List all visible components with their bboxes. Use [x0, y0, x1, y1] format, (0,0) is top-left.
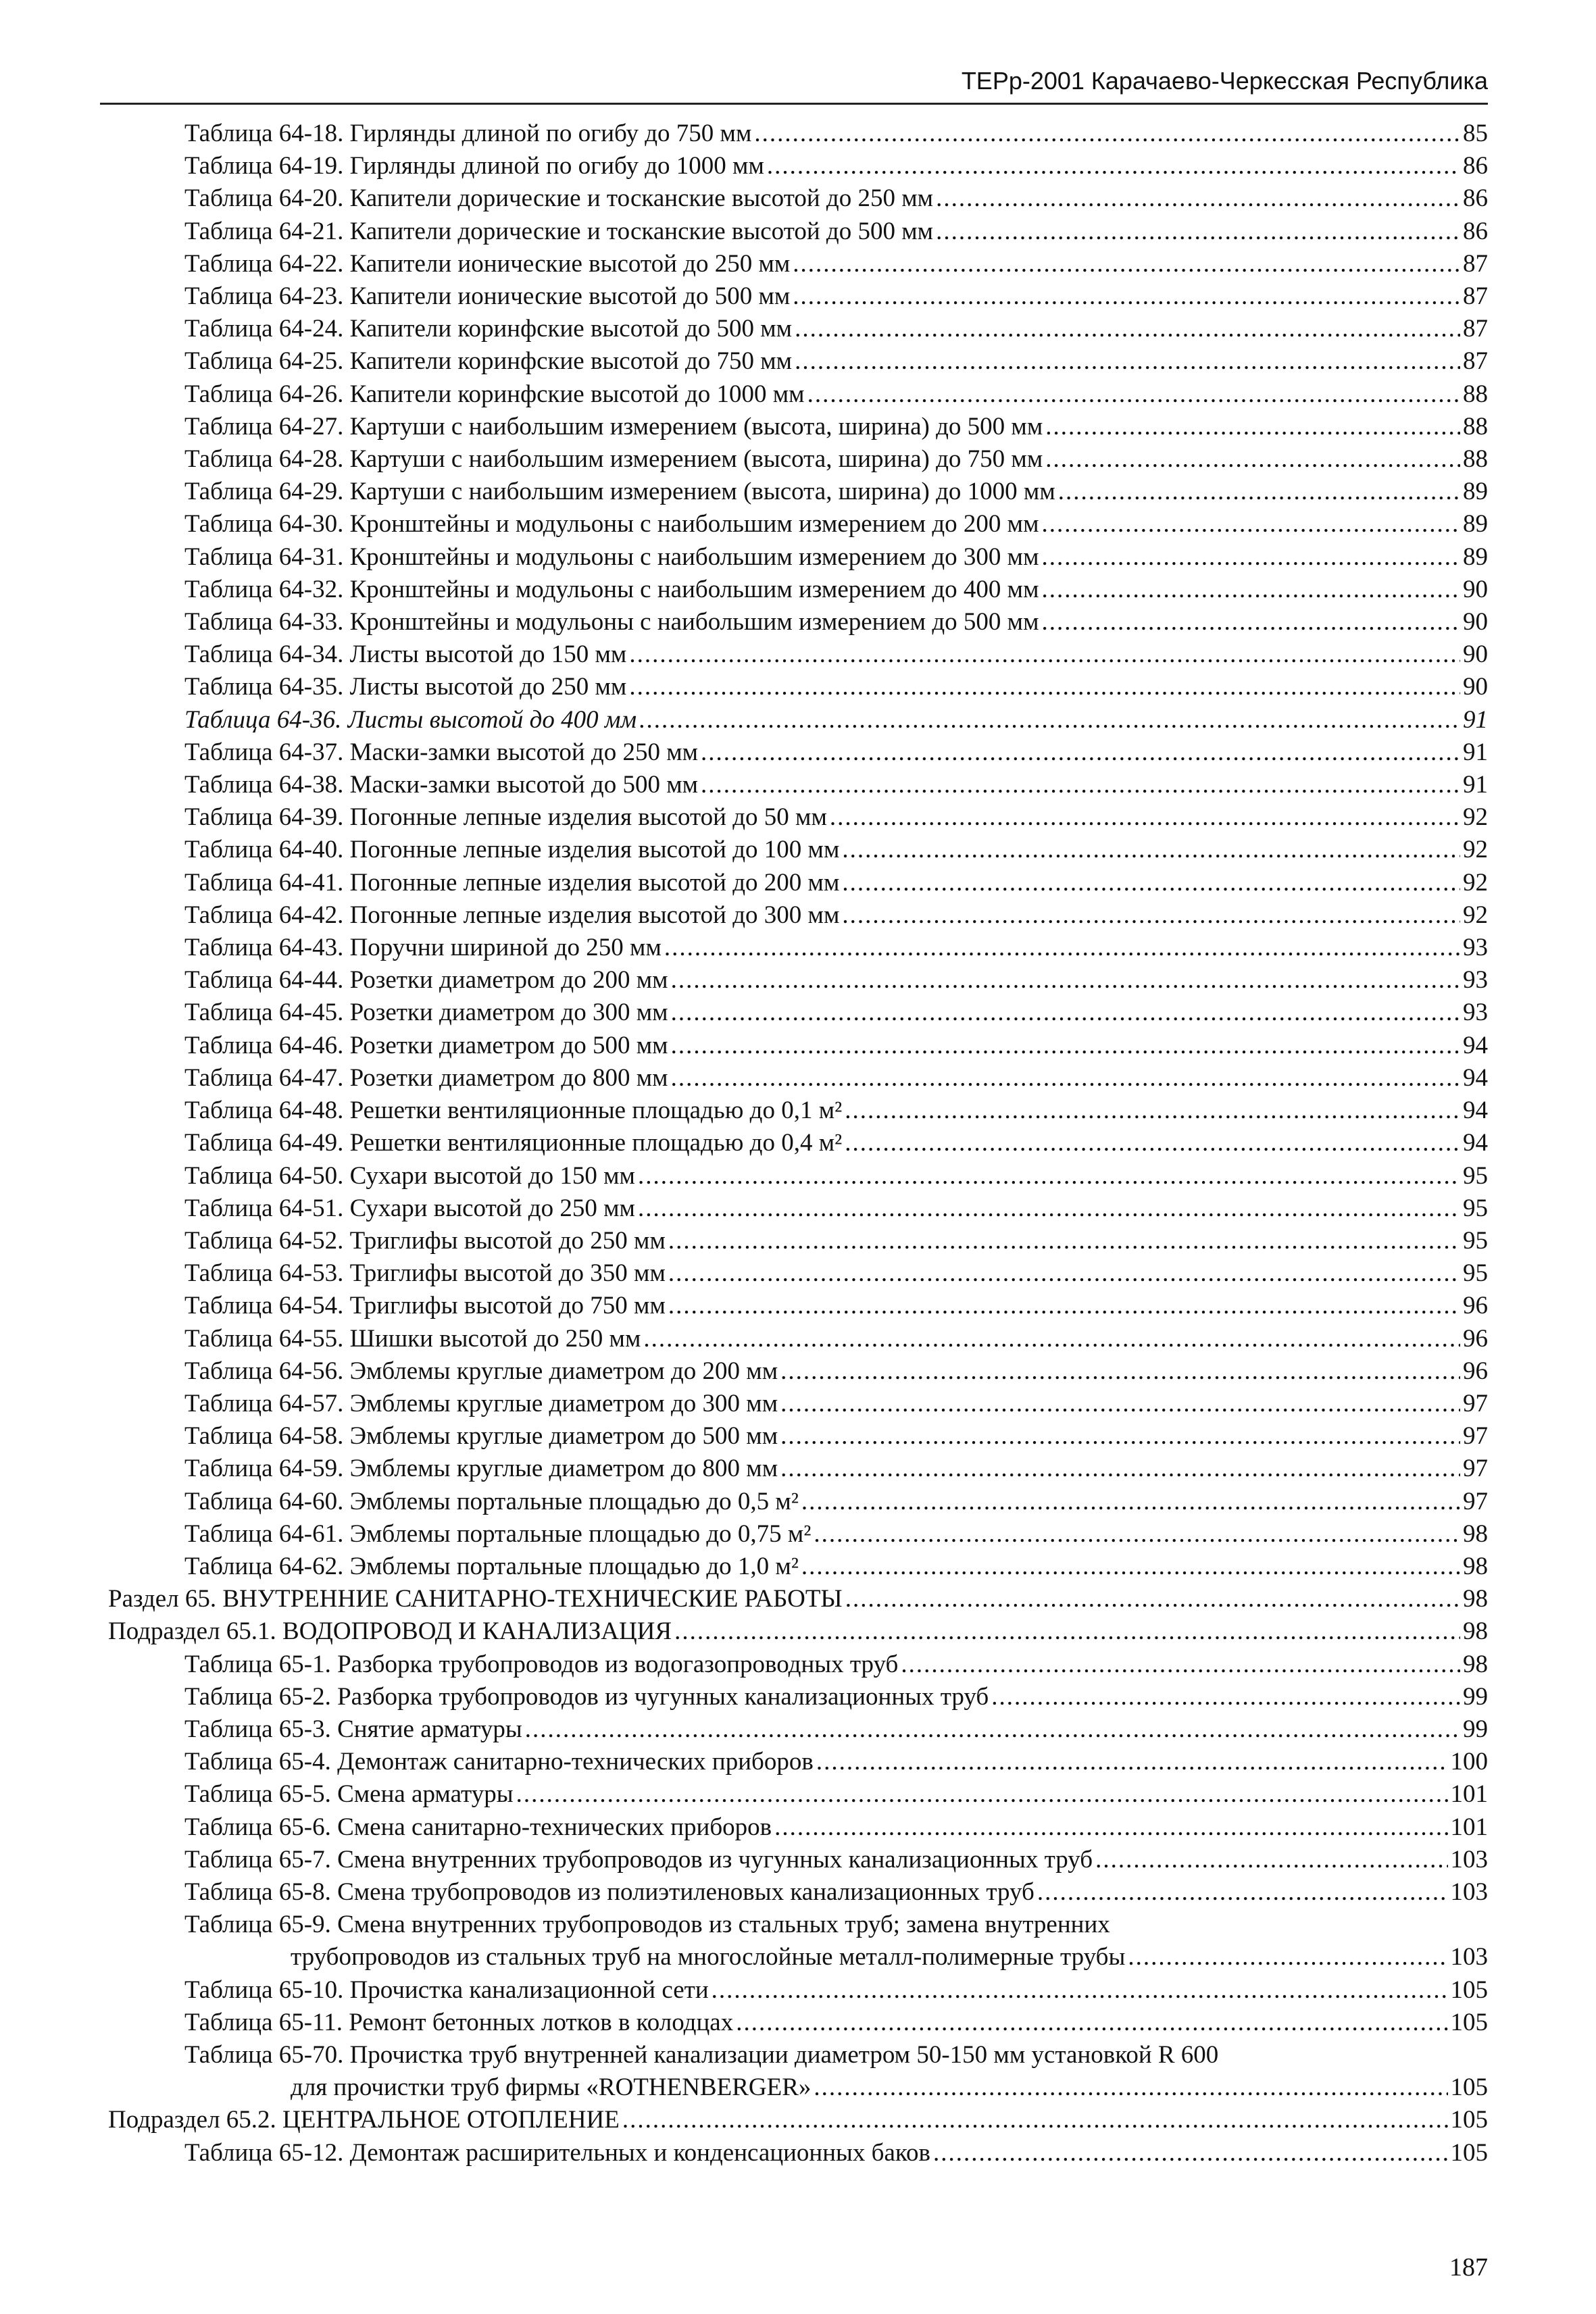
- dot-leader: [671, 997, 1460, 1029]
- toc-entry-page: 88: [1463, 412, 1488, 441]
- toc-entry-page: 105: [1450, 2138, 1488, 2167]
- toc-table-entry[interactable]: [0, 1192, 1596, 1225]
- toc-table-entry[interactable]: [0, 1095, 1596, 1127]
- toc-entry-page: 101: [1450, 1813, 1488, 1841]
- toc-entry-title: Таблица 64-57. Эмблемы круглые диаметром до 300 мм: [184, 1389, 778, 1417]
- toc-entry-title: Таблица 64-29. Картуши с наибольшим измерением (высота, ширина) до 1000 мм: [184, 478, 1055, 506]
- toc-entry-title: Таблица 64-49. Решетки вентиляционные площадью до 0,4 м²: [184, 1129, 843, 1157]
- toc-table-entry[interactable]: [0, 1486, 1596, 1518]
- toc-entry-title: Таблица 64-50. Сухари высотой до 150 мм: [184, 1161, 635, 1190]
- toc-entry-page: 105: [1450, 2073, 1488, 2102]
- toc-entry-title: Таблица 64-38. Маски-замки высотой до 500 мм: [184, 771, 699, 799]
- toc-entry-title: Таблица 65-2. Разборка трубопроводов из чугунных канализационных труб: [184, 1682, 989, 1711]
- toc-table-entry[interactable]: [0, 1062, 1596, 1095]
- dot-leader: [933, 2137, 1448, 2169]
- toc-entry-title: Таблица 64-58. Эмблемы круглые диаметром до 500 мм: [184, 1422, 778, 1451]
- dot-leader: [901, 1649, 1460, 1681]
- dot-leader: [671, 1062, 1460, 1095]
- toc-entry-title: Таблица 65-10. Прочистка канализационной сети: [184, 1976, 709, 2004]
- toc-table-entry[interactable]: [0, 1127, 1596, 1159]
- dot-leader: [1095, 1844, 1447, 1876]
- dot-leader: [780, 1453, 1460, 1485]
- dot-leader: [643, 1323, 1460, 1355]
- dot-leader: [671, 964, 1460, 997]
- toc-entry-page: 85: [1463, 120, 1488, 147]
- toc-entry-page: 94: [1463, 1129, 1488, 1157]
- dot-leader: [701, 769, 1460, 801]
- toc-entry-title: Таблица 65-3. Снятие арматуры: [184, 1715, 522, 1743]
- toc-entry-title: Таблица 64-53. Триглифы высотой до 350 мм: [184, 1259, 666, 1288]
- dot-leader: [1058, 476, 1460, 508]
- toc-entry-page: 95: [1463, 1194, 1488, 1222]
- toc-table-entry[interactable]: [0, 476, 1596, 508]
- toc-entry-page: 99: [1463, 1715, 1488, 1743]
- page-number: 187: [1449, 2253, 1488, 2282]
- toc-entry-page: 100: [1450, 1748, 1488, 1776]
- toc-entry-page: 97: [1463, 1389, 1488, 1417]
- toc-entry-page: 103: [1450, 1845, 1488, 1873]
- table-of-contents: [0, 118, 1596, 2169]
- toc-entry-title: Таблица 64-45. Розетки диаметром до 300 мм: [184, 999, 668, 1027]
- toc-entry-page: 92: [1463, 868, 1488, 897]
- toc-entry-page: 101: [1450, 1780, 1488, 1809]
- toc-entry-page: 98: [1463, 1585, 1488, 1613]
- dot-leader: [793, 248, 1460, 280]
- toc-entry-title: Раздел 65. ВНУТРЕННИЕ САНИТАРНО-ТЕХНИЧЕСКИЕ РАБОТЫ: [108, 1585, 843, 1613]
- toc-entry-title: Таблица 65-6. Смена санитарно-технических приборов: [184, 1813, 772, 1841]
- dot-leader: [1042, 574, 1460, 606]
- dot-leader: [845, 1583, 1460, 1615]
- toc-entry-page: 105: [1450, 2106, 1488, 2134]
- toc-entry-title: Таблица 64-43. Поручни шириной до 250 мм: [184, 934, 662, 962]
- toc-entry-title: Таблица 64-22. Капители ионические высотой до 250 мм: [184, 249, 791, 278]
- toc-entry-page: 90: [1463, 575, 1488, 603]
- toc-entry-title: Таблица 64-62. Эмблемы портальные площадью до 1,0 м²: [184, 1552, 799, 1580]
- toc-table-entry[interactable]: [0, 834, 1596, 866]
- dot-leader: [991, 1681, 1460, 1713]
- toc-table-entry[interactable]: [0, 1713, 1596, 1746]
- dot-leader: [936, 182, 1460, 215]
- toc-entry-title: Таблица 64-24. Капители коринфские высотой до 500 мм: [184, 315, 793, 343]
- dot-leader: [801, 1551, 1460, 1583]
- dot-leader: [671, 1030, 1460, 1062]
- toc-section-entry[interactable]: [0, 1583, 1596, 1615]
- toc-entry-title: Таблица 65-1. Разборка трубопроводов из водогазопроводных труб: [184, 1650, 899, 1678]
- toc-entry-title: Таблица 64-40. Погонные лепные изделия высотой до 100 мм: [184, 836, 840, 864]
- toc-entry-title: Таблица 64-34. Листы высотой до 150 мм: [184, 640, 627, 669]
- toc-entry-title-continuation: трубопроводов из стальных труб на многослойные металл-полимерные трубы: [291, 1943, 1126, 1971]
- toc-entry-page: 88: [1463, 445, 1488, 474]
- dot-leader: [807, 378, 1460, 411]
- toc-table-entry[interactable]: [0, 248, 1596, 280]
- toc-table-entry[interactable]: [0, 1388, 1596, 1420]
- toc-entry-page: 92: [1463, 836, 1488, 864]
- toc-entry-page: 91: [1463, 771, 1488, 799]
- dot-leader: [842, 899, 1460, 932]
- toc-entry-page: 98: [1463, 1519, 1488, 1548]
- dot-leader: [668, 1290, 1460, 1322]
- toc-entry-title: Таблица 64-48. Решетки вентиляционные площадью до 0,1 м²: [184, 1097, 843, 1125]
- toc-entry-page: 96: [1463, 1357, 1488, 1385]
- dot-leader: [629, 638, 1460, 671]
- toc-entry-title: Таблица 64-55. Шишки высотой до 250 мм: [184, 1324, 641, 1353]
- dot-leader: [795, 345, 1460, 378]
- toc-entry-page: 99: [1463, 1682, 1488, 1711]
- dot-leader: [1042, 508, 1460, 540]
- toc-table-entry[interactable]: [0, 508, 1596, 540]
- dot-leader: [814, 2071, 1447, 2104]
- toc-table-entry[interactable]: [0, 411, 1596, 443]
- toc-entry-title: Таблица 64-60. Эмблемы портальные площадью до 0,5 м²: [184, 1487, 799, 1515]
- dot-leader: [516, 1778, 1448, 1811]
- toc-entry-page: 96: [1463, 1324, 1488, 1353]
- toc-entry-title: Таблица 64-26. Капители коринфские высотой до 1000 мм: [184, 380, 805, 408]
- toc-table-entry[interactable]: [0, 997, 1596, 1029]
- toc-entry-title: Таблица 64-39. Погонные лепные изделия высотой до 50 мм: [184, 803, 827, 832]
- toc-entry-title: Таблица 64-41. Погонные лепные изделия высотой до 200 мм: [184, 868, 840, 897]
- dot-leader: [830, 801, 1460, 834]
- toc-table-entry[interactable]: [0, 345, 1596, 378]
- dot-leader: [1045, 443, 1460, 476]
- toc-entry-title-continuation: для прочистки труб фирмы «ROTHENBERGER»: [291, 2073, 812, 2102]
- toc-entry-page: 94: [1463, 1063, 1488, 1092]
- toc-entry-page: 93: [1463, 934, 1488, 962]
- toc-table-entry[interactable]: [0, 1551, 1596, 1583]
- toc-entry-page: 97: [1463, 1487, 1488, 1515]
- toc-entry-page: 96: [1463, 1292, 1488, 1320]
- toc-entry-page: 89: [1463, 478, 1488, 506]
- toc-entry-page: 103: [1450, 1943, 1488, 1971]
- toc-table-entry[interactable]: [0, 313, 1596, 345]
- dot-leader: [780, 1420, 1460, 1453]
- toc-table-entry[interactable]: [0, 150, 1596, 182]
- toc-entry-title: Таблица 64-20. Капители дорические и тосканские высотой до 250 мм: [184, 184, 934, 213]
- toc-entry-page: 88: [1463, 380, 1488, 408]
- toc-entry-title: Подраздел 65.1. ВОДОПРОВОД И КАНАЛИЗАЦИЯ: [108, 1617, 672, 1646]
- toc-table-entry[interactable]: [0, 769, 1596, 801]
- toc-table-entry[interactable]: [0, 182, 1596, 215]
- toc-entry-title: Таблица 65-8. Смена трубопроводов из полиэтиленовых канализационных труб: [184, 1878, 1034, 1906]
- toc-entry-page: 97: [1463, 1422, 1488, 1451]
- toc-table-entry[interactable]: [0, 574, 1596, 606]
- toc-entry-title: Таблица 64-42. Погонные лепные изделия высотой до 300 мм: [184, 901, 840, 929]
- toc-entry-page: 103: [1450, 1878, 1488, 1906]
- toc-entry-title: Таблица 64-51. Сухари высотой до 250 мм: [184, 1194, 635, 1222]
- dot-leader: [1045, 411, 1460, 443]
- dot-leader: [845, 1127, 1460, 1159]
- toc-table-entry[interactable]: [0, 2137, 1596, 2169]
- dot-leader: [816, 1746, 1448, 1778]
- toc-table-entry[interactable]: [0, 2007, 1596, 2039]
- toc-entry-title: Таблица 64-61. Эмблемы портальные площадью до 0,75 м²: [184, 1519, 812, 1548]
- toc-entry-page: 95: [1463, 1226, 1488, 1255]
- toc-table-entry[interactable]: [0, 1778, 1596, 1811]
- toc-entry-page: 89: [1463, 543, 1488, 571]
- toc-entry-title: Таблица 65-12. Демонтаж расширительных и конденсационных баков: [184, 2138, 930, 2167]
- toc-section-entry[interactable]: [0, 1615, 1596, 1648]
- toc-entry-title: Таблица 64-33. Кронштейны и модульоны с наибольшим измерением до 500 мм: [184, 608, 1039, 636]
- toc-entry-page: 87: [1463, 282, 1488, 311]
- toc-table-entry[interactable]: [0, 280, 1596, 313]
- dot-leader: [814, 1518, 1460, 1551]
- toc-table-entry[interactable]: [0, 932, 1596, 964]
- toc-table-entry[interactable]: [0, 216, 1596, 248]
- toc-table-entry[interactable]: [0, 1030, 1596, 1062]
- toc-entry-page: 98: [1463, 1617, 1488, 1646]
- toc-entry-page: 92: [1463, 901, 1488, 929]
- toc-table-entry[interactable]: [0, 1518, 1596, 1551]
- toc-entry-page: 93: [1463, 999, 1488, 1027]
- dot-leader: [780, 1388, 1460, 1420]
- toc-table-entry[interactable]: [0, 1453, 1596, 1485]
- toc-entry-page: 105: [1450, 2008, 1488, 2036]
- toc-table-entry[interactable]: [0, 1811, 1596, 1844]
- toc-entry-page: 94: [1463, 1031, 1488, 1059]
- toc-table-entry[interactable]: [0, 964, 1596, 997]
- toc-entry-title: Таблица 64-47. Розетки диаметром до 800 мм: [184, 1063, 668, 1092]
- toc-entry-title: Таблица 64-31. Кронштейны и модульоны с наибольшим измерением до 300 мм: [184, 543, 1039, 571]
- toc-entry-page: 94: [1463, 1097, 1488, 1125]
- toc-section-entry[interactable]: [0, 2104, 1596, 2136]
- dot-leader: [767, 150, 1460, 182]
- toc-table-entry[interactable]: [0, 443, 1596, 476]
- toc-entry-title: Таблица 64-28. Картуши с наибольшим измерением (высота, ширина) до 750 мм: [184, 445, 1043, 474]
- toc-entry-title: Таблица 65-4. Демонтаж санитарно-технических приборов: [184, 1748, 814, 1776]
- dot-leader: [664, 932, 1460, 964]
- toc-entry-page: 98: [1463, 1650, 1488, 1678]
- toc-entry-title: Таблица 64-44. Розетки диаметром до 200 мм: [184, 966, 668, 995]
- dot-leader: [668, 1257, 1460, 1290]
- toc-table-entry[interactable]: [0, 2039, 1596, 2104]
- toc-entry-page: 87: [1463, 249, 1488, 278]
- toc-entry-page: 91: [1463, 738, 1488, 766]
- toc-entry-page: 86: [1463, 217, 1488, 245]
- toc-entry-page: 86: [1463, 184, 1488, 213]
- toc-table-entry[interactable]: [0, 736, 1596, 769]
- toc-table-entry[interactable]: [0, 1746, 1596, 1778]
- toc-table-entry[interactable]: [0, 867, 1596, 899]
- dot-leader: [712, 1974, 1448, 2007]
- toc-table-entry[interactable]: [0, 606, 1596, 638]
- dot-leader: [793, 280, 1460, 313]
- toc-table-entry[interactable]: [0, 1160, 1596, 1192]
- dot-leader: [1128, 1941, 1447, 1973]
- toc-entry-title: Таблица 65-9. Смена внутренних трубопроводов из стальных труб; замена внутренних: [184, 1911, 1110, 1939]
- dot-leader: [736, 2007, 1447, 2039]
- dot-leader: [525, 1713, 1460, 1746]
- toc-table-entry[interactable]: [0, 1257, 1596, 1290]
- dot-leader: [1042, 541, 1460, 574]
- toc-table-entry[interactable]: [0, 704, 1596, 736]
- toc-table-entry[interactable]: [0, 899, 1596, 932]
- toc-entry-title: Таблица 64-37. Маски-замки высотой до 250 мм: [184, 738, 699, 766]
- dot-leader: [795, 313, 1460, 345]
- toc-entry-title: Таблица 65-70. Прочистка труб внутренней канализации диаметром 50-150 мм установкой R 600: [184, 2040, 1219, 2069]
- toc-table-entry[interactable]: [0, 671, 1596, 703]
- toc-entry-title: Таблица 64-36. Листы высотой до 400 мм: [184, 705, 637, 734]
- dot-leader: [842, 834, 1460, 866]
- toc-table-entry[interactable]: [0, 378, 1596, 411]
- toc-entry-title: Таблица 64-25. Капители коринфские высотой до 750 мм: [184, 347, 793, 376]
- toc-table-entry[interactable]: [0, 118, 1596, 150]
- toc-entry-page: 93: [1463, 966, 1488, 995]
- toc-entry-title: Таблица 64-54. Триглифы высотой до 750 мм: [184, 1292, 666, 1320]
- toc-entry-page: 90: [1463, 608, 1488, 636]
- dot-leader: [701, 736, 1460, 769]
- dot-leader: [1042, 606, 1460, 638]
- dot-leader: [774, 1811, 1447, 1844]
- dot-leader: [629, 671, 1460, 703]
- toc-entry-title: Таблица 64-35. Листы высотой до 250 мм: [184, 673, 627, 701]
- toc-table-entry[interactable]: [0, 1909, 1596, 1973]
- toc-table-entry[interactable]: [0, 638, 1596, 671]
- toc-table-entry[interactable]: [0, 1290, 1596, 1322]
- toc-entry-page: 87: [1463, 315, 1488, 343]
- dot-leader: [638, 1192, 1460, 1225]
- toc-table-entry[interactable]: [0, 1876, 1596, 1909]
- toc-entry-page: 87: [1463, 347, 1488, 376]
- toc-entry-title: Таблица 64-19. Гирлянды длиной по огибу до 1000 мм: [184, 152, 764, 180]
- header-rule: [100, 103, 1488, 105]
- toc-entry-page: 90: [1463, 640, 1488, 669]
- dot-leader: [639, 704, 1460, 736]
- toc-entry-page: 89: [1463, 510, 1488, 538]
- toc-entry-page: 98: [1463, 1552, 1488, 1580]
- toc-entry-title: Таблица 64-21. Капители дорические и тосканские высотой до 500 мм: [184, 217, 934, 245]
- toc-entry-title: Таблица 64-30. Кронштейны и модульоны с наибольшим измерением до 200 мм: [184, 510, 1039, 538]
- dot-leader: [622, 2104, 1448, 2136]
- dot-leader: [1037, 1876, 1448, 1909]
- toc-entry-page: 97: [1463, 1455, 1488, 1483]
- toc-entry-page: 95: [1463, 1161, 1488, 1190]
- toc-table-entry[interactable]: [0, 1844, 1596, 1876]
- dot-leader: [674, 1615, 1460, 1648]
- toc-entry-page: 91: [1463, 705, 1488, 734]
- toc-entry-page: 95: [1463, 1259, 1488, 1288]
- toc-table-entry[interactable]: [0, 1225, 1596, 1257]
- toc-table-entry[interactable]: [0, 1681, 1596, 1713]
- running-header: ТЕРр-2001 Карачаево-Черкесская Республика: [961, 67, 1488, 95]
- toc-entry-title: Таблица 64-32. Кронштейны и модульоны с наибольшим измерением до 400 мм: [184, 575, 1039, 603]
- toc-table-entry[interactable]: [0, 1323, 1596, 1355]
- dot-leader: [754, 118, 1460, 150]
- toc-table-entry[interactable]: [0, 801, 1596, 834]
- dot-leader: [842, 867, 1460, 899]
- toc-entry-title: Таблица 65-11. Ремонт бетонных лотков в колодцах: [184, 2008, 734, 2036]
- toc-entry-title: Таблица 65-5. Смена арматуры: [184, 1780, 514, 1809]
- toc-entry-page: 105: [1450, 1976, 1488, 2004]
- toc-table-entry[interactable]: [0, 541, 1596, 574]
- dot-leader: [936, 216, 1460, 248]
- toc-table-entry[interactable]: [0, 1649, 1596, 1681]
- dot-leader: [780, 1355, 1460, 1388]
- toc-table-entry[interactable]: [0, 1355, 1596, 1388]
- toc-entry-page: 86: [1463, 152, 1488, 180]
- toc-entry-title: Таблица 64-52. Триглифы высотой до 250 мм: [184, 1226, 666, 1255]
- dot-leader: [668, 1225, 1460, 1257]
- toc-entry-page: 92: [1463, 803, 1488, 832]
- toc-entry-title: Таблица 64-23. Капители ионические высотой до 500 мм: [184, 282, 791, 311]
- dot-leader: [845, 1095, 1460, 1127]
- toc-entry-title: Таблица 64-18. Гирлянды длиной по огибу до 750 мм: [184, 120, 752, 147]
- toc-table-entry[interactable]: [0, 1420, 1596, 1453]
- toc-entry-title: Таблица 64-46. Розетки диаметром до 500 мм: [184, 1031, 668, 1059]
- toc-entry-page: 90: [1463, 673, 1488, 701]
- toc-entry-title: Подраздел 65.2. ЦЕНТРАЛЬНОЕ ОТОПЛЕНИЕ: [108, 2106, 620, 2134]
- toc-entry-title: Таблица 64-56. Эмблемы круглые диаметром до 200 мм: [184, 1357, 778, 1385]
- toc-entry-title: Таблица 64-27. Картуши с наибольшим измерением (высота, ширина) до 500 мм: [184, 412, 1043, 441]
- dot-leader: [801, 1486, 1460, 1518]
- toc-table-entry[interactable]: [0, 1974, 1596, 2007]
- dot-leader: [638, 1160, 1460, 1192]
- toc-entry-title: Таблица 65-7. Смена внутренних трубопроводов из чугунных канализационных труб: [184, 1845, 1093, 1873]
- toc-entry-title: Таблица 64-59. Эмблемы круглые диаметром до 800 мм: [184, 1455, 778, 1483]
